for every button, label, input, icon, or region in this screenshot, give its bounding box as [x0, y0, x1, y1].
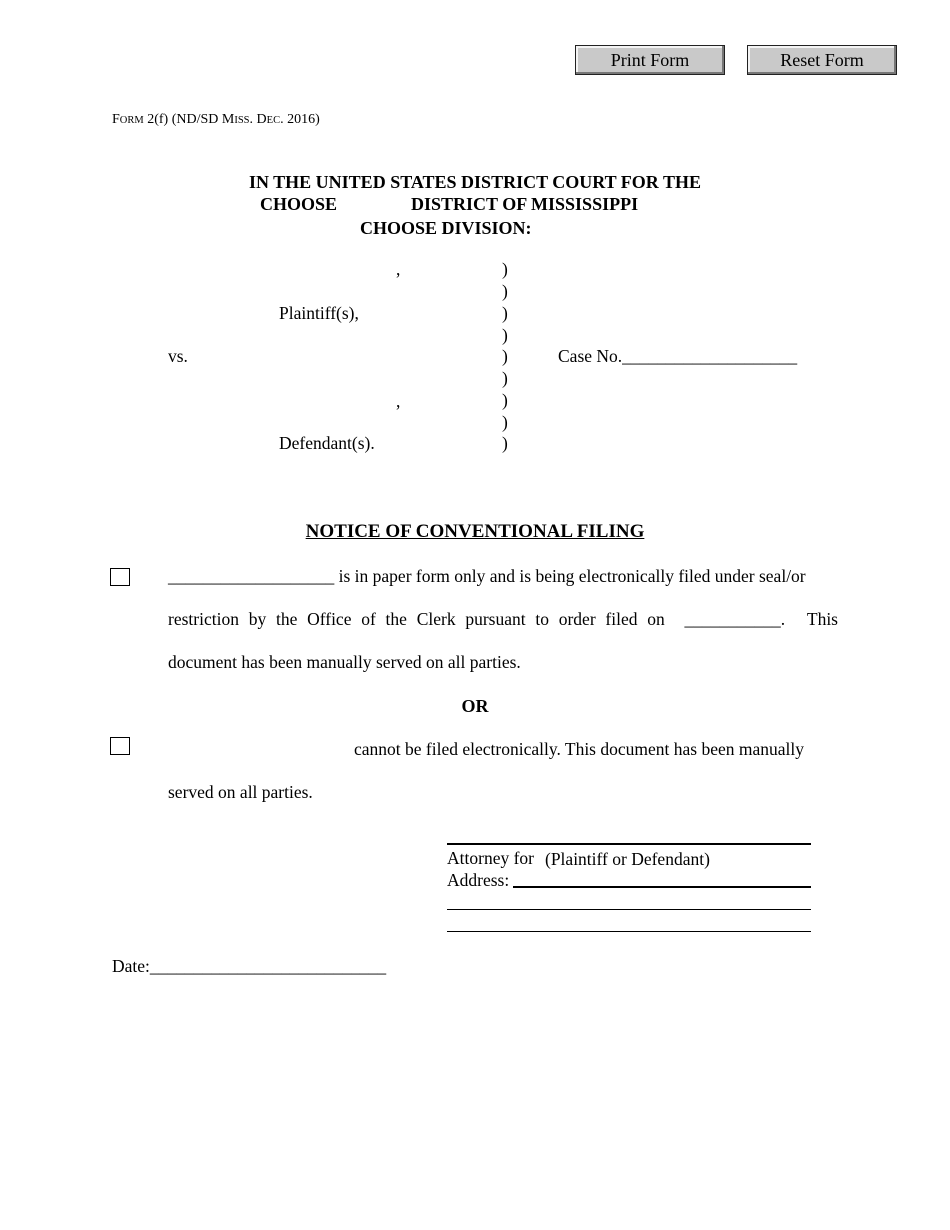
- order-date-field[interactable]: ___________.: [684, 609, 786, 629]
- court-title: IN THE UNITED STATES DISTRICT COURT FOR THE: [248, 172, 701, 192]
- plaintiff-label: Plaintiff(s),: [279, 303, 359, 323]
- date-field[interactable]: Date:___________________________: [112, 956, 387, 976]
- caption-paren: ): [502, 259, 508, 279]
- document-name-field[interactable]: ___________________: [168, 566, 335, 586]
- address-line-1[interactable]: [513, 886, 811, 888]
- option1-line3: document has been manually served on all parties.: [168, 652, 521, 672]
- attorney-for-label: Attorney for: [447, 848, 534, 868]
- caption-paren: ): [502, 412, 508, 432]
- caption-paren: ): [502, 325, 508, 345]
- address-line-2[interactable]: [447, 909, 811, 910]
- option2-line1: cannot be filed electronically. This document has been manually: [354, 739, 804, 759]
- signature-line[interactable]: [447, 843, 811, 845]
- case-number-field[interactable]: Case No.____________________: [558, 346, 798, 366]
- caption-paren: ): [502, 346, 508, 366]
- reset-form-button[interactable]: Reset Form: [747, 45, 897, 75]
- option1-line1: ___________________ is in paper form only and is being electronically filed under seal/or: [168, 566, 806, 586]
- address-label: Address:: [447, 870, 510, 890]
- district-select[interactable]: CHOOSE: [260, 194, 338, 214]
- notice-title: NOTICE OF CONVENTIONAL FILING: [305, 521, 645, 542]
- form-id: FORM 2(f) (ND/SD MISS. DEC. 2016): [112, 112, 320, 127]
- vs-label: vs.: [168, 346, 188, 366]
- document-name-field-2[interactable]: [168, 737, 350, 759]
- address-line-3[interactable]: [447, 931, 811, 932]
- plaintiff-name-field[interactable]: ,: [396, 259, 401, 279]
- division-select[interactable]: CHOOSE DIVISION:: [360, 218, 532, 238]
- caption-paren: ): [502, 368, 508, 388]
- defendant-name-field[interactable]: ,: [396, 391, 401, 411]
- option2-line2: served on all parties.: [168, 782, 313, 802]
- paper-form-checkbox[interactable]: [110, 568, 130, 586]
- cannot-file-checkbox[interactable]: [110, 737, 130, 755]
- caption-paren: ): [502, 281, 508, 301]
- caption-paren: ): [502, 433, 508, 453]
- caption-paren: ): [502, 303, 508, 323]
- defendant-label: Defendant(s).: [279, 433, 375, 453]
- option1-line2: restriction by the Office of the Clerk pursuant to order filed on ___________. This: [168, 609, 838, 629]
- or-separator: OR: [461, 696, 489, 716]
- caption-paren: ): [502, 390, 508, 410]
- district-suffix: DISTRICT OF MISSISSIPPI: [411, 194, 639, 214]
- party-select[interactable]: (Plaintiff or Defendant): [545, 849, 710, 869]
- print-form-button[interactable]: Print Form: [575, 45, 725, 75]
